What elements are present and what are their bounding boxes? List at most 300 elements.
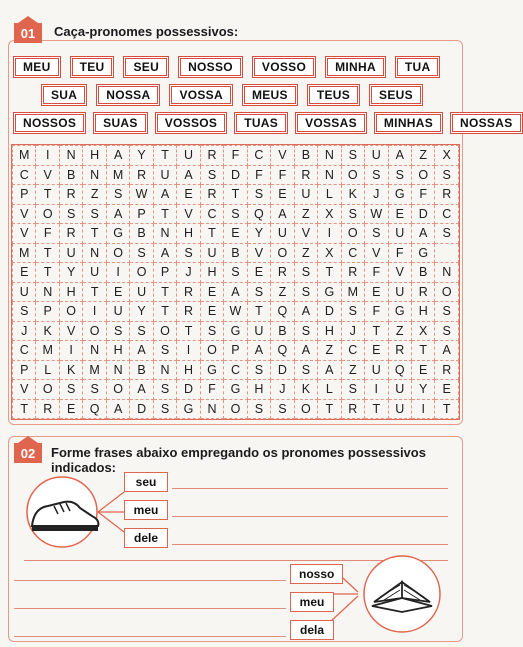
grid-cell[interactable]: O bbox=[271, 243, 294, 263]
grid-cell[interactable]: R bbox=[411, 282, 434, 302]
grid-cell[interactable]: U bbox=[388, 399, 411, 419]
grid-cell[interactable]: N bbox=[59, 146, 82, 166]
grid-cell[interactable]: Z bbox=[83, 185, 106, 205]
grid-cell[interactable]: D bbox=[224, 165, 247, 185]
grid-cell[interactable]: N bbox=[153, 224, 176, 244]
grid-cell[interactable]: E bbox=[13, 263, 36, 283]
grid-cell[interactable]: N bbox=[106, 360, 129, 380]
grid-cell[interactable]: V bbox=[177, 204, 200, 224]
grid-cell[interactable] bbox=[435, 243, 459, 263]
grid-cell[interactable]: I bbox=[59, 341, 82, 361]
grid-cell[interactable]: F bbox=[388, 243, 411, 263]
pronoun-chip-label: SUA bbox=[43, 86, 85, 104]
grid-cell[interactable]: K bbox=[341, 185, 364, 205]
grid-cell[interactable]: X bbox=[318, 204, 341, 224]
grid-cell[interactable]: E bbox=[411, 360, 434, 380]
grid-cell[interactable]: T bbox=[318, 399, 341, 419]
grid-cell[interactable]: V bbox=[271, 146, 294, 166]
grid-cell[interactable]: B bbox=[59, 165, 82, 185]
grid-cell[interactable]: I bbox=[177, 341, 200, 361]
grid-cell[interactable]: Q bbox=[271, 341, 294, 361]
grid-cell[interactable]: F bbox=[365, 263, 388, 283]
grid-cell[interactable]: O bbox=[130, 263, 153, 283]
grid-cell[interactable]: N bbox=[435, 263, 459, 283]
grid-cell[interactable]: E bbox=[388, 204, 411, 224]
grid-cell[interactable]: J bbox=[13, 321, 36, 341]
grid-cell[interactable]: E bbox=[247, 263, 270, 283]
grid-cell[interactable]: H bbox=[83, 146, 106, 166]
grid-cell[interactable]: U bbox=[365, 146, 388, 166]
grid-cell[interactable]: D bbox=[130, 399, 153, 419]
grid-cell[interactable]: Z bbox=[411, 146, 434, 166]
grid-cell[interactable]: C bbox=[224, 360, 247, 380]
grid-cell[interactable]: I bbox=[106, 263, 129, 283]
grid-cell[interactable]: Q bbox=[247, 204, 270, 224]
grid-cell[interactable]: I bbox=[83, 302, 106, 322]
grid-cell[interactable]: X bbox=[318, 243, 341, 263]
grid-cell[interactable]: G bbox=[106, 224, 129, 244]
grid-cell[interactable]: M bbox=[36, 341, 59, 361]
grid-cell[interactable]: T bbox=[411, 341, 434, 361]
grid-cell[interactable]: A bbox=[106, 146, 129, 166]
grid-cell[interactable]: I bbox=[411, 399, 434, 419]
pronoun-chip-label: TUAS bbox=[236, 114, 286, 132]
grid-cell[interactable]: R bbox=[36, 399, 59, 419]
pronoun-chip bbox=[123, 56, 169, 78]
grid-cell[interactable]: U bbox=[153, 165, 176, 185]
grid-cell[interactable]: C bbox=[341, 341, 364, 361]
grid-cell[interactable]: S bbox=[247, 399, 270, 419]
grid-cell[interactable]: X bbox=[435, 146, 459, 166]
grid-cell[interactable]: T bbox=[435, 399, 459, 419]
grid-cell[interactable]: U bbox=[83, 263, 106, 283]
grid-cell[interactable]: Q bbox=[271, 302, 294, 322]
grid-cell[interactable]: N bbox=[83, 165, 106, 185]
grid-cell[interactable]: S bbox=[365, 224, 388, 244]
grid-cell[interactable]: B bbox=[130, 224, 153, 244]
grid-cell[interactable]: B bbox=[411, 263, 434, 283]
grid-cell[interactable]: A bbox=[294, 302, 317, 322]
grid-cell[interactable]: J bbox=[177, 263, 200, 283]
grid-cell[interactable]: A bbox=[271, 204, 294, 224]
grid-cell[interactable]: O bbox=[341, 165, 364, 185]
grid-cell[interactable]: O bbox=[435, 282, 459, 302]
grid-cell[interactable]: V bbox=[59, 321, 82, 341]
grid-cell[interactable]: X bbox=[411, 321, 434, 341]
grid-cell[interactable]: F bbox=[365, 302, 388, 322]
grid-cell[interactable]: O bbox=[411, 165, 434, 185]
grid-cell[interactable]: T bbox=[83, 282, 106, 302]
grid-cell[interactable]: A bbox=[294, 341, 317, 361]
grid-cell[interactable]: G bbox=[177, 399, 200, 419]
grid-cell[interactable]: L bbox=[318, 185, 341, 205]
grid-cell[interactable]: S bbox=[341, 380, 364, 400]
grid-cell[interactable]: V bbox=[388, 263, 411, 283]
pronoun-chip-label: VOSSA bbox=[171, 86, 231, 104]
grid-cell[interactable]: S bbox=[435, 302, 459, 322]
grid-cell[interactable]: Z bbox=[341, 360, 364, 380]
grid-cell[interactable]: S bbox=[294, 263, 317, 283]
grid-row bbox=[13, 263, 459, 283]
grid-cell[interactable]: M bbox=[13, 146, 36, 166]
book-icon bbox=[330, 552, 442, 636]
grid-cell[interactable]: P bbox=[13, 360, 36, 380]
grid-cell[interactable]: Y bbox=[130, 302, 153, 322]
grid-cell[interactable]: C bbox=[341, 243, 364, 263]
grid-cell[interactable]: B bbox=[130, 360, 153, 380]
grid-cell[interactable]: T bbox=[36, 263, 59, 283]
grid-cell[interactable]: F bbox=[200, 380, 223, 400]
grid-cell[interactable]: F bbox=[224, 146, 247, 166]
pronoun-chip bbox=[252, 56, 316, 78]
grid-cell[interactable]: N bbox=[36, 282, 59, 302]
grid-cell[interactable]: H bbox=[318, 321, 341, 341]
grid-cell[interactable]: N bbox=[318, 165, 341, 185]
grid-cell[interactable]: D bbox=[271, 360, 294, 380]
grid-row bbox=[13, 302, 459, 322]
grid-cell[interactable]: A bbox=[153, 243, 176, 263]
grid-cell[interactable]: U bbox=[130, 282, 153, 302]
grid-cell[interactable]: H bbox=[411, 302, 434, 322]
grid-cell[interactable]: U bbox=[388, 224, 411, 244]
grid-cell[interactable]: S bbox=[294, 282, 317, 302]
grid-cell[interactable]: D bbox=[411, 204, 434, 224]
grid-cell[interactable]: M bbox=[83, 360, 106, 380]
grid-cell[interactable]: P bbox=[36, 302, 59, 322]
grid-cell[interactable]: S bbox=[224, 263, 247, 283]
grid-cell[interactable]: S bbox=[200, 321, 223, 341]
grid-cell[interactable]: R bbox=[435, 185, 459, 205]
grid-cell[interactable]: T bbox=[36, 185, 59, 205]
grid-cell[interactable]: H bbox=[247, 380, 270, 400]
grid-cell[interactable]: V bbox=[13, 224, 36, 244]
grid-cell[interactable]: S bbox=[224, 204, 247, 224]
grid-cell[interactable]: R bbox=[341, 263, 364, 283]
grid-cell[interactable]: N bbox=[83, 243, 106, 263]
grid-cell[interactable]: O bbox=[294, 399, 317, 419]
grid-cell[interactable]: G bbox=[200, 360, 223, 380]
grid-cell[interactable]: E bbox=[365, 282, 388, 302]
grid-cell[interactable]: H bbox=[59, 282, 82, 302]
grid-cell[interactable]: G bbox=[318, 282, 341, 302]
grid-cell[interactable]: Y bbox=[247, 224, 270, 244]
grid-cell[interactable]: R bbox=[200, 185, 223, 205]
grid-cell[interactable]: I bbox=[365, 380, 388, 400]
grid-cell[interactable]: T bbox=[200, 224, 223, 244]
grid-cell[interactable]: T bbox=[365, 399, 388, 419]
grid-cell[interactable]: H bbox=[177, 224, 200, 244]
grid-cell[interactable]: B bbox=[271, 321, 294, 341]
grid-cell[interactable]: T bbox=[36, 243, 59, 263]
grid-cell[interactable]: O bbox=[59, 302, 82, 322]
grid-cell[interactable]: T bbox=[153, 204, 176, 224]
grid-cell[interactable]: J bbox=[365, 185, 388, 205]
grid-cell[interactable]: F bbox=[247, 165, 270, 185]
grid-cell[interactable]: T bbox=[318, 263, 341, 283]
grid-cell[interactable]: M bbox=[13, 243, 36, 263]
grid-cell[interactable]: V bbox=[365, 243, 388, 263]
grid-cell[interactable]: S bbox=[294, 321, 317, 341]
grid-cell[interactable]: S bbox=[435, 165, 459, 185]
grid-cell[interactable]: U bbox=[388, 282, 411, 302]
grid-cell[interactable]: E bbox=[106, 282, 129, 302]
grid-cell[interactable]: O bbox=[106, 243, 129, 263]
grid-cell[interactable]: A bbox=[130, 341, 153, 361]
answer-line[interactable] bbox=[14, 636, 286, 637]
grid-cell[interactable]: S bbox=[106, 321, 129, 341]
grid-cell[interactable]: P bbox=[130, 204, 153, 224]
grid-cell[interactable]: Z bbox=[294, 204, 317, 224]
grid-cell[interactable]: S bbox=[130, 243, 153, 263]
grid-cell[interactable]: A bbox=[435, 341, 459, 361]
grid-cell[interactable]: Z bbox=[271, 282, 294, 302]
grid-cell[interactable]: E bbox=[224, 224, 247, 244]
grid-cell[interactable]: J bbox=[271, 380, 294, 400]
grid-cell[interactable]: T bbox=[153, 146, 176, 166]
grid-cell[interactable]: Q bbox=[83, 399, 106, 419]
grid-cell[interactable]: A bbox=[106, 399, 129, 419]
grid-cell[interactable]: O bbox=[36, 380, 59, 400]
grid-cell[interactable]: E bbox=[365, 341, 388, 361]
grid-cell[interactable]: N bbox=[200, 399, 223, 419]
grid-cell[interactable]: M bbox=[106, 165, 129, 185]
grid-cell[interactable]: B bbox=[294, 146, 317, 166]
grid-cell[interactable]: U bbox=[106, 302, 129, 322]
section2-number-badge: 02 bbox=[14, 443, 42, 463]
grid-cell[interactable]: S bbox=[59, 204, 82, 224]
grid-cell[interactable]: T bbox=[153, 302, 176, 322]
pronoun-chip-label: NOSSAS bbox=[452, 114, 520, 132]
grid-cell[interactable]: S bbox=[130, 321, 153, 341]
grid-cell[interactable]: O bbox=[153, 321, 176, 341]
grid-cell[interactable]: E bbox=[59, 399, 82, 419]
grid-cell[interactable]: G bbox=[388, 185, 411, 205]
grid-cell[interactable]: U bbox=[247, 321, 270, 341]
chip-row bbox=[13, 112, 523, 134]
grid-cell[interactable]: O bbox=[36, 204, 59, 224]
grid-cell[interactable]: K bbox=[36, 321, 59, 341]
grid-cell[interactable]: D bbox=[318, 302, 341, 322]
grid-cell[interactable]: S bbox=[247, 185, 270, 205]
pronoun-chip bbox=[307, 84, 360, 106]
grid-cell[interactable]: C bbox=[200, 204, 223, 224]
pronoun-chip-label: SEUS bbox=[371, 86, 421, 104]
grid-cell[interactable]: S bbox=[200, 165, 223, 185]
pronoun-chip-label: MINHAS bbox=[376, 114, 441, 132]
grid-cell[interactable]: N bbox=[153, 360, 176, 380]
grid-cell[interactable]: S bbox=[341, 302, 364, 322]
grid-cell[interactable]: S bbox=[106, 185, 129, 205]
grid-cell[interactable]: O bbox=[106, 380, 129, 400]
grid-cell[interactable]: D bbox=[177, 380, 200, 400]
grid-cell[interactable]: H bbox=[106, 341, 129, 361]
grid-cell[interactable]: R bbox=[435, 360, 459, 380]
grid-cell[interactable]: C bbox=[247, 146, 270, 166]
grid-cell[interactable]: V bbox=[247, 243, 270, 263]
grid-cell[interactable]: S bbox=[294, 360, 317, 380]
pronoun-word-box: seu bbox=[124, 472, 168, 492]
grid-cell[interactable]: F bbox=[411, 185, 434, 205]
grid-cell[interactable]: G bbox=[224, 321, 247, 341]
grid-cell[interactable]: S bbox=[13, 302, 36, 322]
grid-cell[interactable]: U bbox=[200, 243, 223, 263]
grid-cell[interactable]: S bbox=[153, 380, 176, 400]
word-search-table bbox=[12, 145, 459, 419]
grid-cell[interactable]: A bbox=[153, 185, 176, 205]
grid-cell[interactable]: F bbox=[271, 165, 294, 185]
grid-cell[interactable]: E bbox=[271, 185, 294, 205]
grid-cell[interactable]: Z bbox=[388, 321, 411, 341]
grid-cell[interactable]: E bbox=[177, 185, 200, 205]
pronoun-chip bbox=[13, 112, 86, 134]
grid-cell[interactable]: R bbox=[130, 165, 153, 185]
grid-cell[interactable]: T bbox=[177, 321, 200, 341]
grid-row bbox=[13, 360, 459, 380]
grid-cell[interactable]: O bbox=[224, 399, 247, 419]
grid-cell[interactable]: P bbox=[224, 341, 247, 361]
grid-cell[interactable]: V bbox=[294, 224, 317, 244]
grid-cell[interactable]: R bbox=[200, 146, 223, 166]
grid-cell[interactable]: S bbox=[83, 204, 106, 224]
grid-cell[interactable]: K bbox=[294, 380, 317, 400]
grid-cell[interactable]: A bbox=[224, 282, 247, 302]
grid-cell[interactable]: R bbox=[177, 302, 200, 322]
grid-cell[interactable]: T bbox=[13, 399, 36, 419]
grid-cell[interactable]: A bbox=[411, 224, 434, 244]
grid-cell[interactable]: Z bbox=[294, 243, 317, 263]
grid-cell[interactable]: L bbox=[36, 360, 59, 380]
grid-cell[interactable]: G bbox=[224, 380, 247, 400]
pronoun-chip-label: TEU bbox=[72, 58, 113, 76]
grid-cell[interactable]: P bbox=[13, 185, 36, 205]
grid-cell[interactable]: V bbox=[13, 380, 36, 400]
grid-cell[interactable]: S bbox=[177, 243, 200, 263]
grid-cell[interactable]: S bbox=[388, 165, 411, 185]
grid-cell[interactable]: C bbox=[13, 341, 36, 361]
grid-cell[interactable]: Y bbox=[411, 380, 434, 400]
section1-title: Caça-pronomes possessivos: bbox=[54, 24, 239, 39]
grid-cell[interactable]: T bbox=[365, 321, 388, 341]
answer-line[interactable] bbox=[14, 608, 286, 609]
grid-cell[interactable]: K bbox=[59, 360, 82, 380]
grid-cell[interactable]: E bbox=[435, 380, 459, 400]
grid-cell[interactable]: C bbox=[13, 165, 36, 185]
grid-row bbox=[13, 341, 459, 361]
answer-line[interactable] bbox=[172, 488, 448, 489]
answer-line[interactable] bbox=[172, 516, 448, 517]
grid-cell[interactable]: U bbox=[271, 224, 294, 244]
grid-cell[interactable]: H bbox=[200, 263, 223, 283]
pronoun-chip bbox=[395, 56, 441, 78]
grid-cell[interactable]: A bbox=[247, 341, 270, 361]
grid-cell[interactable]: L bbox=[318, 380, 341, 400]
grid-cell[interactable]: U bbox=[365, 360, 388, 380]
pronoun-chip bbox=[93, 112, 148, 134]
answer-line[interactable] bbox=[14, 580, 286, 581]
grid-cell[interactable]: O bbox=[341, 224, 364, 244]
grid-cell[interactable]: A bbox=[388, 146, 411, 166]
grid-cell[interactable]: T bbox=[153, 282, 176, 302]
answer-line[interactable] bbox=[172, 544, 448, 545]
grid-cell[interactable]: S bbox=[435, 224, 459, 244]
word-search-grid bbox=[11, 144, 460, 420]
grid-cell[interactable]: R bbox=[294, 165, 317, 185]
grid-cell[interactable]: Y bbox=[59, 263, 82, 283]
grid-cell[interactable]: U bbox=[388, 380, 411, 400]
grid-cell[interactable]: T bbox=[83, 224, 106, 244]
grid-cell[interactable]: M bbox=[341, 282, 364, 302]
grid-cell[interactable]: E bbox=[200, 302, 223, 322]
grid-cell[interactable]: J bbox=[341, 321, 364, 341]
grid-cell[interactable]: V bbox=[36, 165, 59, 185]
grid-cell[interactable]: S bbox=[271, 399, 294, 419]
grid-cell[interactable]: W bbox=[365, 204, 388, 224]
grid-cell[interactable]: N bbox=[83, 341, 106, 361]
grid-cell[interactable]: G bbox=[388, 302, 411, 322]
grid-cell[interactable]: A bbox=[130, 380, 153, 400]
grid-cell[interactable]: A bbox=[106, 204, 129, 224]
grid-row bbox=[13, 243, 459, 263]
grid-cell[interactable]: S bbox=[341, 204, 364, 224]
grid-cell[interactable]: H bbox=[177, 360, 200, 380]
grid-cell[interactable]: Q bbox=[388, 360, 411, 380]
grid-cell[interactable]: R bbox=[177, 282, 200, 302]
grid-cell[interactable]: G bbox=[411, 243, 434, 263]
grid-cell[interactable]: T bbox=[247, 302, 270, 322]
grid-cell[interactable]: W bbox=[130, 185, 153, 205]
grid-cell[interactable]: U bbox=[294, 185, 317, 205]
grid-cell[interactable]: S bbox=[247, 360, 270, 380]
grid-cell[interactable]: R bbox=[341, 399, 364, 419]
grid-cell[interactable]: F bbox=[36, 224, 59, 244]
grid-cell[interactable]: U bbox=[177, 146, 200, 166]
grid-cell[interactable]: Y bbox=[130, 146, 153, 166]
grid-cell[interactable]: N bbox=[318, 146, 341, 166]
grid-cell[interactable]: B bbox=[224, 243, 247, 263]
grid-cell[interactable]: V bbox=[13, 204, 36, 224]
grid-cell[interactable]: I bbox=[318, 224, 341, 244]
grid-cell[interactable]: S bbox=[153, 399, 176, 419]
grid-cell[interactable]: S bbox=[83, 380, 106, 400]
grid-cell[interactable]: S bbox=[341, 146, 364, 166]
pronoun-chip bbox=[41, 84, 87, 106]
grid-cell[interactable]: R bbox=[59, 185, 82, 205]
grid-cell[interactable]: P bbox=[153, 263, 176, 283]
grid-cell[interactable]: T bbox=[224, 185, 247, 205]
grid-cell[interactable]: S bbox=[435, 321, 459, 341]
grid-cell[interactable]: C bbox=[435, 204, 459, 224]
grid-cell[interactable]: S bbox=[153, 341, 176, 361]
pronoun-word-box: dela bbox=[290, 620, 334, 640]
grid-cell[interactable]: S bbox=[59, 380, 82, 400]
grid-cell[interactable]: S bbox=[247, 282, 270, 302]
pronoun-chip bbox=[295, 112, 367, 134]
grid-cell[interactable]: W bbox=[224, 302, 247, 322]
grid-cell[interactable]: Z bbox=[318, 341, 341, 361]
grid-cell[interactable]: R bbox=[388, 341, 411, 361]
grid-cell[interactable]: U bbox=[59, 243, 82, 263]
grid-cell[interactable]: O bbox=[200, 341, 223, 361]
grid-cell[interactable]: R bbox=[59, 224, 82, 244]
grid-cell[interactable]: R bbox=[271, 263, 294, 283]
grid-cell[interactable]: A bbox=[318, 360, 341, 380]
grid-cell[interactable]: E bbox=[200, 282, 223, 302]
grid-cell[interactable]: S bbox=[365, 165, 388, 185]
grid-cell[interactable]: U bbox=[13, 282, 36, 302]
grid-cell[interactable]: I bbox=[36, 146, 59, 166]
grid-cell[interactable]: A bbox=[177, 165, 200, 185]
grid-cell[interactable]: O bbox=[83, 321, 106, 341]
